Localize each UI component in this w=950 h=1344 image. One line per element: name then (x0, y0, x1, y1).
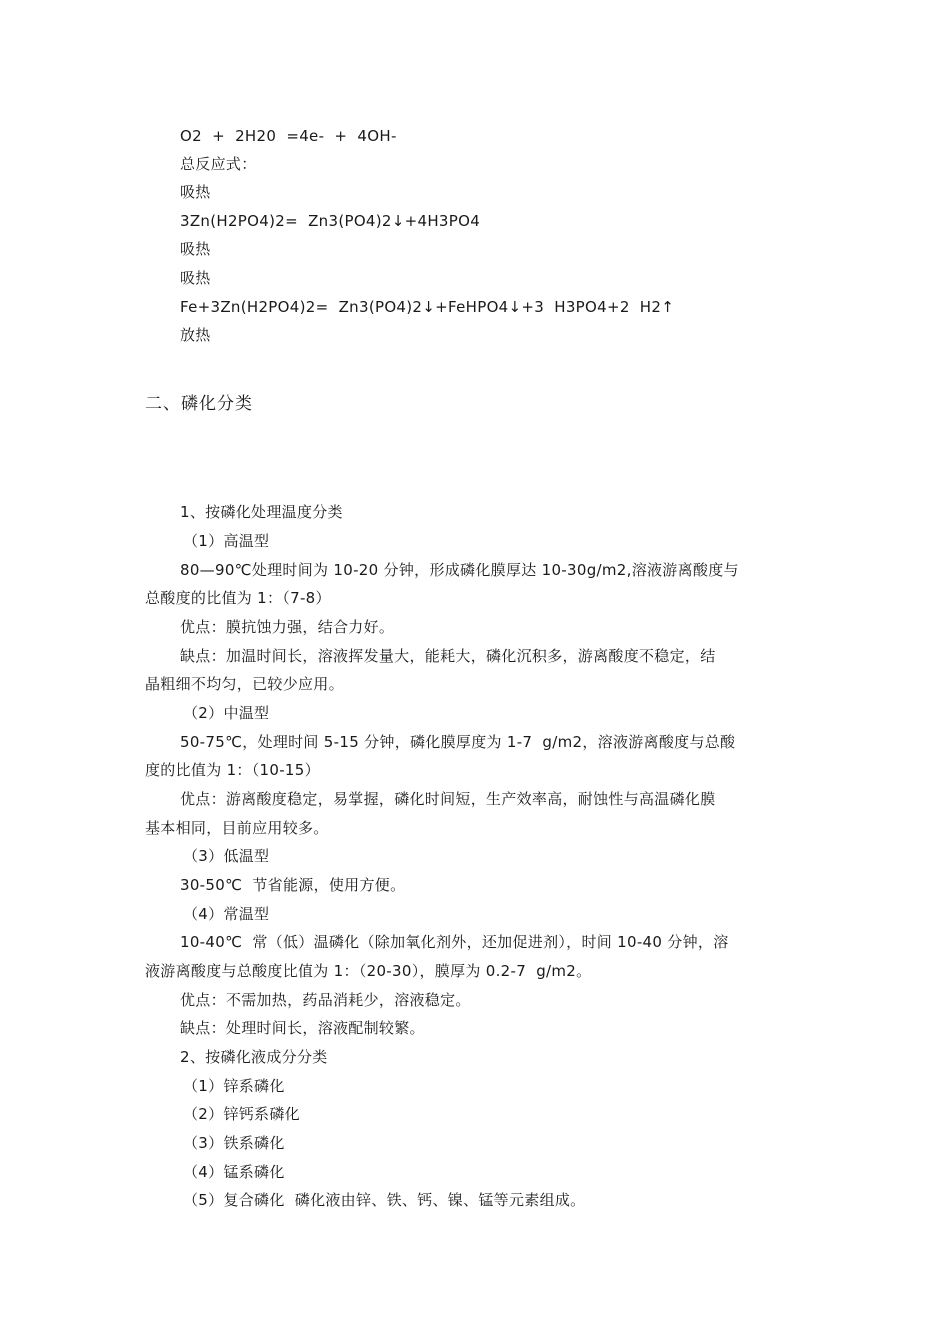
cons-line: 缺点：加温时间长，溶液挥发量大，能耗大，磷化沉积多，游离酸度不稳定，结 (180, 647, 716, 665)
list-item: （4）锰系磷化 (183, 1163, 285, 1181)
paragraph-line: 度的比值为 1：（10-15） (145, 761, 320, 779)
type-label-normal: （4）常温型 (183, 905, 270, 923)
list-item: （5）复合磷化 磷化液由锌、铁、钙、镍、锰等元素组成。 (183, 1191, 586, 1209)
total-reaction-label: 总反应式： (180, 155, 257, 173)
list-item: （1）锌系磷化 (183, 1077, 285, 1095)
paragraph-line: 10-40℃ 常（低）温磷化（除加氧化剂外，还加促进剂），时间 10-40 分钟，溶 (180, 933, 729, 951)
formula-cathode-reaction: O2 + 2H20 =4e- + 4OH- (180, 127, 397, 145)
type-label-low: （3）低温型 (183, 847, 270, 865)
paragraph-line: 总酸度的比值为 1：（7-8） (145, 589, 331, 607)
pros-line: 基本相同，目前应用较多。 (145, 819, 329, 837)
pros-line: 优点：膜抗蚀力强，结合力好。 (180, 618, 395, 636)
paragraph-line: 50-75℃，处理时间 5-15 分钟，磷化膜厚度为 1-7 g/m2，溶液游离酸度与总酸 (180, 733, 736, 751)
heat-note: 吸热 (180, 240, 211, 258)
formula-zinc-phosphate: 3Zn(H2PO4)2= Zn3(PO4)2↓+4H3PO4 (180, 212, 481, 230)
cons-line: 缺点：处理时间长，溶液配制较繁。 (180, 1019, 425, 1037)
subsection-title-composition: 2、按磷化液成分分类 (180, 1048, 328, 1066)
cons-line: 晶粗细不均匀，已较少应用。 (145, 675, 344, 693)
paragraph-line: 30-50℃ 节省能源，使用方便。 (180, 876, 406, 894)
paragraph-line: 80—90℃处理时间为 10-20 分钟，形成磷化膜厚达 10-30g/m2,溶液游离酸度与 (180, 561, 739, 579)
heat-note: 吸热 (180, 183, 211, 201)
list-item: （2）锌钙系磷化 (183, 1105, 300, 1123)
heat-note: 吸热 (180, 269, 211, 287)
heat-note: 放热 (180, 326, 211, 344)
type-label-high: （1）高温型 (183, 532, 270, 550)
list-item: （3）铁系磷化 (183, 1134, 285, 1152)
pros-line: 优点：游离酸度稳定，易掌握，磷化时间短，生产效率高，耐蚀性与高温磷化膜 (180, 790, 716, 808)
subsection-title-temperature: 1、按磷化处理温度分类 (180, 503, 343, 521)
section-heading: 二、磷化分类 (145, 394, 253, 414)
paragraph-line: 液游离酸度与总酸度比值为 1：（20-30），膜厚为 0.2-7 g/m2。 (145, 962, 592, 980)
type-label-medium: （2）中温型 (183, 704, 270, 722)
pros-line: 优点：不需加热，药品消耗少，溶液稳定。 (180, 991, 471, 1009)
formula-iron-zinc-phosphate: Fe+3Zn(H2PO4)2= Zn3(PO4)2↓+FeHPO4↓+3 H3PO4+2 H2↑ (180, 298, 675, 316)
